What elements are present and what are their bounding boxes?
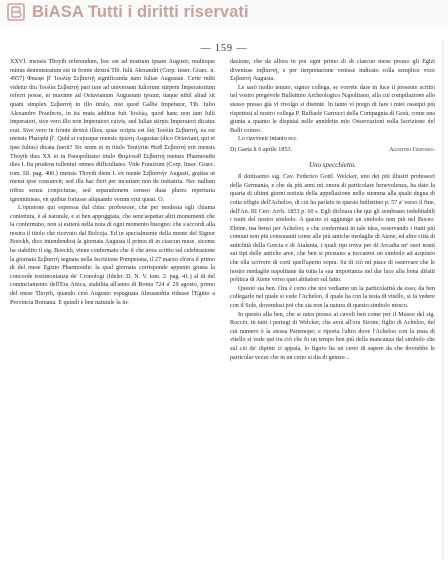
article-paragraph: Il dottissimo sig. Cav. Federico Gottl. Welcker, uno dei più illustri professori della Germania, e che da più anni mi onora di particolare benevolenza, ha dato la quarta di ultimi giorni notizia della appellazione nello stemma alla quale degna di cotta effigie dell'Acheloo, di cui ha parlato in questo bullettino p. 57 a' verso il fine, dell'An. III Cerr. Arch. 1853 p. 60 s. Egli dichiara che qui gli sembrano indubitabili i tratti del nostro simbolo. A questo si aggiunge un simbolo non più nel Boceo. Ebone, ma bensì per Acheloo; e che confermasi in tale idea, osservando i tratti più comuni non più consonanti come alle più antiche medaglie di Atene, ed altre città di antichità della Grecia e di Atalanta, i quali tipi trova per di Arcadia ne' suoi nomi sui tipi delle antiche aree, che ben si prestano a toccaemi un simbolo ad acquisto che ella scrivere di corti quell'aperto sopra. Su di ciò mi piace di osservare che le nostre medaglie napolitane da tutta la sua importanza nel dar luce alla bona difatti politica di Atene verso quei abitatori sul fatto. bbox=[230, 174, 435, 284]
article-paragraph: Questo sia ben. Ora è certo che noi vediamo un la particolarità da esso, da ben collegarlo nel quale si vede l'Acheloo, il quale ha con la testa di vitello, si fa vedere con il Sole, dovendosi poi che sia non la natura di questo simbolo mesco. bbox=[230, 285, 435, 310]
watermark-banner bbox=[0, 0, 448, 27]
dateline bbox=[230, 146, 435, 155]
running-head: — 159 — bbox=[200, 43, 248, 54]
closing-line: Lo riavvenir intanto ecc. bbox=[238, 136, 298, 143]
letter-paragraph: Le sarò molto tenuto, signor collega, se vorrete dare in luce il presente scritto nel vostro pregevole Bullettino Archeologico Napolitano, alla cui compilazione allo stesso presso già vi rivolgo si distinte. In tanto vi prego di fare i miei ossequi più rispettosi al nostro collega P. Raffaele Garrucci della Compagnia di Gesù, come una giunta a quanto le disputai nelle annidette mie Osservazioni sulla Iscrizione del Bolli comeo. bbox=[230, 84, 435, 134]
scanned-page bbox=[10, 38, 438, 560]
date-place: Di Gaeta li 6 aprile 1853. bbox=[230, 146, 292, 153]
section-title: Uno specchietto. bbox=[308, 160, 357, 169]
biasa-logo-icon bbox=[7, 3, 25, 21]
page-edge bbox=[442, 40, 444, 560]
italian-paragraph: L'opinione qui espressa dal chiar. professore, che per modesta egli chiama coniettura, è al naturale, e si ben appoggiata, che senz'aspettar altri monumenti che la confermino, non si esiterà nella nota di ogni momento bisogno: che s'accordi alla nostra il titolo che ricevuto dal Bolcoja. Ed in specialmente della mente del Signor Boeckh, dico intendendosi la giornata Augusta il primo di in ciascun mese, sicome ha stabilito il sig. Boeckh, viene confermato che il che avea scritto sul celebrazione la giornata Σεβαστή segnata nella Iscrizione Pompeiana, il 27 marzo ch'era il primo di del mese Egizio Pharmouthi: la qual giornata corrisponde appunto giusta la concorde testimonianza de' Cronologi (Ideler. D. N. V. tom. 2. pag. 41.) al di del cominciamento dell'Era Attica, stabilita all'anno di Roma 724 a' 29 agosto, primo del mese Thoyth, quando cioè Augusto espugnata Alessandria ridusse l'Egitto a Provincia Romana. E quindi è ben naturale la in- bbox=[10, 205, 215, 306]
article-paragraph: In questo alla ben, che si mira presso ai cavoli ben come per il Museo del sig. Roccio, in tutti i pertugi di Welcker, che avrà all'ora Sirone, figlio di Acheloo, del cui numero è la stessa Partenope; e riporta l'altro dove l'Acheloo con la testa di vitello si vede qui tra ciò che fu un tempo ben più della mancanza dal simbolo che sul ciò de' dipinti ci appaia, lo figuro ha un certo di sapere da che dovrebbe le particolar vezze che in un certo si dia di genere... bbox=[230, 311, 435, 361]
watermark-text: BiASA Tutti i diritti riservati bbox=[32, 3, 249, 21]
latin-paragraph: XXVI. mensis Thoyth referendum, hoc est ad nostram ipsam Augusti; multoque minus demonstratum est in fronte dextrà Tib. Iulii Alexandri (Corp. Inser. Graec. n. 4957) Φαωφὶ β' Ἰουλίᾳ Σεβαστῇ significanda nam Iuliae Augustae. Certe mihi videtur diu Ἰουλία Σεβαστή pari iure ad universam Iuliorum stirpem Imperatorium referri posse, et maxime ad Octavianum Augustum ipsum; itaque nihil aliud sit quam simplex Σεβαστή in illo titulo, nisi quod Galba Imperator, Tib. Iulio Alexandro Praefecto, in ita muta additus fuit Ἰουλίῳ, quod hanc non tam Iulii imperatori, sive vero illo non Imperatori cuivis, sed Iuliae stirpis Imperatori dicatus erat. Sive vero in fronte dextrà illius, quae scripta est διὰ Ἰουλία Σεβαστή, ea est mensis Phaophi β'. Quid si cujusque mensis πρώτη Augustae (dico Octaviani, qui et ipse Iulius) dicata fuerit? Sic enim et in titulo Tentyrite Θωθ Σεβαστή erit mensis Thoyth dies XX et in Panopolitano titulo Φαμενωθ Σεβαστή mensis Pharmouthi dies I. Ita prudens tollentur omnes difficultates. Vide Franzium (Corp. Inser. Graec. tom. III. pag. 400.) mensis Thoyth diem I. ex mente Σεβαστήν Augusti, gratias ut mensi ipse consuevit; sed illa hac fieri per incuriam non de industria. Nec nullum tribus sensu conjecturae, sed separationem censeo duas plures repertaria ignominieas, en quibus fortasse aliquando verum erui queat. O. bbox=[10, 59, 215, 203]
signature: Agostino Gervasio. bbox=[389, 146, 435, 153]
right-column bbox=[230, 58, 435, 558]
continuation-paragraph: dazione, che da allora in poi ogni primo di di ciascun mese presso gli Egizi divenisse σεβαστή, e per iterpretarione venisse indicato colla semplice voce Σεβαστή Augusta. bbox=[230, 59, 435, 83]
left-column bbox=[10, 58, 215, 558]
